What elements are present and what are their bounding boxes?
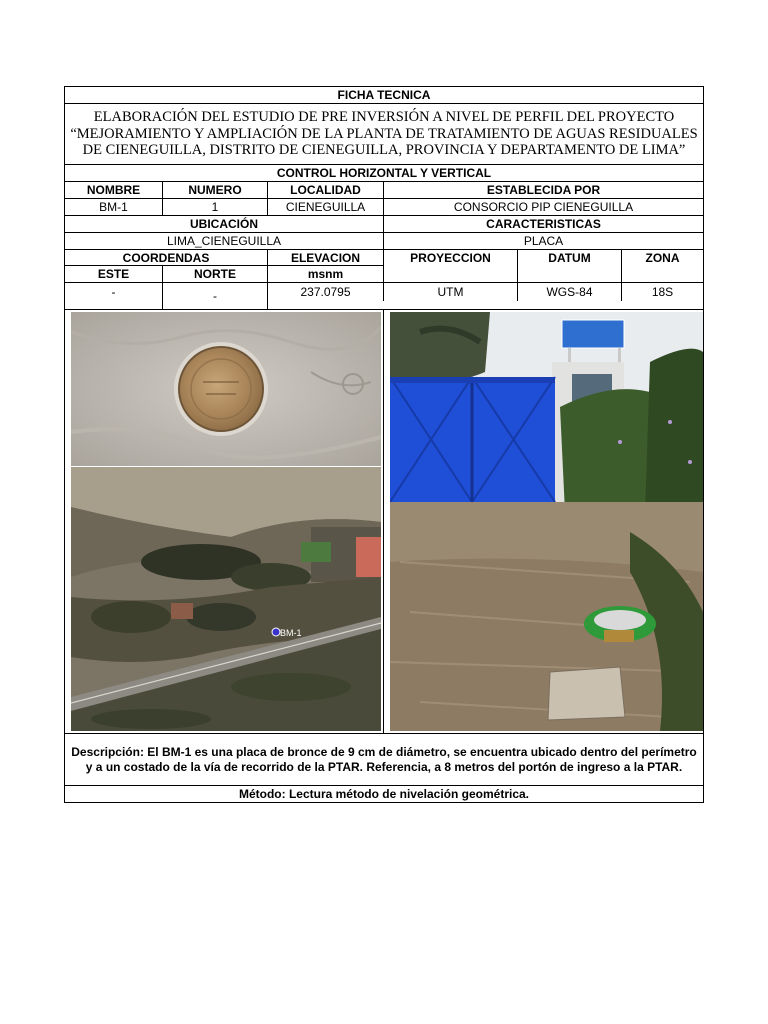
proyeccion-label: PROYECCION — [383, 250, 517, 283]
coordendas-label: COORDENDAS — [65, 250, 267, 266]
map-marker-label: BM-1 — [280, 628, 302, 638]
caracteristicas-value: PLACA — [383, 233, 703, 249]
nombre-label: NOMBRE — [86, 183, 141, 197]
msnm-label: msnm — [267, 266, 383, 283]
ficha-title: FICHA TECNICA — [337, 88, 431, 102]
norte-label: NORTE — [162, 266, 267, 283]
location-value-row — [64, 232, 704, 249]
gate-photo — [390, 312, 703, 731]
id-value-row — [64, 198, 704, 215]
elevacion-label: ELEVACION — [267, 250, 383, 266]
establecida-label: ESTABLECIDA POR — [383, 182, 703, 198]
este-value: - — [111, 285, 116, 299]
project-title: ELABORACIÓN DEL ESTUDIO DE PRE INVERSIÓN A NIVEL DE PERFIL DEL PROYECTO “MEJORAMIENTO Y AMPLIACIÓN DE LA PLANTA DE TRATAMIENTO DE AGUAS RESIDUALES DE CIENEGUILLA, DISTRITO DE CIENEGUILLA, PROVINCIA Y DEPARTAMENTO DE LIMA” — [70, 109, 698, 159]
location-header-row — [64, 215, 704, 232]
ficha-row — [64, 86, 704, 103]
description-row — [64, 733, 704, 785]
plate-photo — [71, 312, 381, 466]
ubicacion-value: LIMA_CIENEGUILLA — [166, 234, 282, 248]
caracteristicas-label: CARACTERISTICAS — [383, 216, 703, 232]
aerial-map-image — [71, 467, 381, 731]
description-text: Descripción: El BM-1 es una placa de bronce de 9 cm de diámetro, se encuentra ubicado dentro del perímetro y a un costado de la vía de recorrido de la PTAR. Referencia, a 8 metros del portón de ingreso a la PTAR. — [71, 744, 697, 774]
photos-row — [64, 309, 704, 733]
nombre-value: BM-1 — [99, 200, 128, 214]
technical-sheet — [64, 86, 704, 803]
datum-value: WGS-84 — [517, 283, 621, 301]
zona-label: ZONA — [621, 250, 703, 283]
numero-value: 1 — [162, 199, 267, 215]
coord-block — [64, 249, 704, 309]
control-row — [64, 164, 704, 181]
localidad-value: CIENEGUILLA — [267, 199, 383, 215]
elevacion-value: 237.0795 — [267, 283, 383, 301]
zona-value: 18S — [621, 283, 703, 301]
establecida-value: CONSORCIO PIP CIENEGUILLA — [383, 199, 703, 215]
project-title-row — [64, 103, 704, 164]
norte-value: - — [162, 283, 267, 309]
method-text: Método: Lectura método de nivelación geométrica. — [238, 787, 530, 801]
control-title: CONTROL HORIZONTAL Y VERTICAL — [276, 166, 492, 180]
proyeccion-value: UTM — [383, 283, 517, 301]
id-header-row — [64, 181, 704, 198]
ubicacion-label: UBICACIÓN — [190, 217, 258, 231]
method-row — [64, 785, 704, 803]
este-label: ESTE — [65, 266, 162, 283]
datum-label: DATUM — [517, 250, 621, 283]
numero-label: NUMERO — [162, 182, 267, 198]
localidad-label: LOCALIDAD — [267, 182, 383, 198]
